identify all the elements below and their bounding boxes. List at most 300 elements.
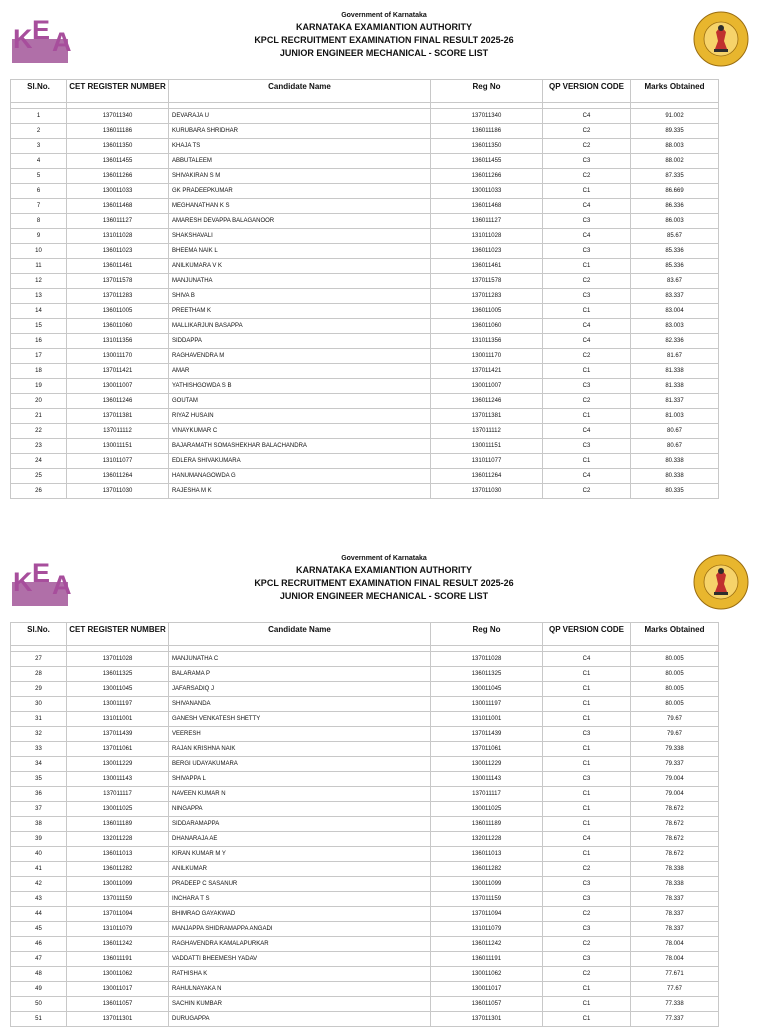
qp-version-cell: C3 — [543, 892, 631, 907]
reg-no-cell: 137011381 — [431, 409, 543, 424]
qp-version-cell: C3 — [543, 154, 631, 169]
candidate-name-cell: DURUGAPPA — [169, 1012, 431, 1027]
candidate-name-cell: AMAR — [169, 364, 431, 379]
column-header: Candidate Name — [169, 80, 431, 103]
table-row — [11, 667, 719, 682]
marks-cell: 85.67 — [631, 229, 719, 244]
cet-register-cell: 136011060 — [67, 319, 169, 334]
serial-cell: 45 — [11, 922, 67, 937]
qp-version-cell: C3 — [543, 952, 631, 967]
cet-register-cell: 136011242 — [67, 937, 169, 952]
marks-cell: 78.338 — [631, 877, 719, 892]
qp-version-cell: C2 — [543, 862, 631, 877]
candidate-name-cell: SHIVA B — [169, 289, 431, 304]
cet-register-cell: 137011112 — [67, 424, 169, 439]
cet-register-cell: 130011143 — [67, 772, 169, 787]
table-row — [11, 997, 719, 1012]
qp-version-cell: C2 — [543, 394, 631, 409]
serial-cell: 38 — [11, 817, 67, 832]
cet-register-cell: 136011127 — [67, 214, 169, 229]
serial-cell: 5 — [11, 169, 67, 184]
serial-cell: 50 — [11, 997, 67, 1012]
serial-cell: 4 — [11, 154, 67, 169]
table-row — [11, 937, 719, 952]
cet-register-cell: 137011061 — [67, 742, 169, 757]
serial-cell: 47 — [11, 952, 67, 967]
marks-cell: 78.672 — [631, 832, 719, 847]
score-table — [10, 622, 719, 1027]
cet-register-cell: 130011197 — [67, 697, 169, 712]
marks-cell: 83.003 — [631, 319, 719, 334]
reg-no-cell: 130011045 — [431, 682, 543, 697]
candidate-name-cell: SHIVANANDA — [169, 697, 431, 712]
marks-cell: 78.004 — [631, 937, 719, 952]
table-row — [11, 484, 719, 499]
marks-cell: 81.003 — [631, 409, 719, 424]
reg-no-cell: 136011186 — [431, 124, 543, 139]
table-row — [11, 697, 719, 712]
marks-cell: 83.004 — [631, 304, 719, 319]
candidate-name-cell: SHIVAKIRAN S M — [169, 169, 431, 184]
reg-no-cell: 137011340 — [431, 109, 543, 124]
column-header: Candidate Name — [169, 623, 431, 646]
qp-version-cell: C2 — [543, 937, 631, 952]
reg-no-cell: 137011030 — [431, 484, 543, 499]
candidate-name-cell: RAHULNAYAKA N — [169, 982, 431, 997]
serial-cell: 32 — [11, 727, 67, 742]
cet-register-cell: 137011421 — [67, 364, 169, 379]
cet-register-cell: 130011151 — [67, 439, 169, 454]
reg-no-cell: 136011242 — [431, 937, 543, 952]
cet-register-cell: 137011578 — [67, 274, 169, 289]
cet-register-cell: 136011013 — [67, 847, 169, 862]
serial-cell: 15 — [11, 319, 67, 334]
reg-no-cell: 137011439 — [431, 727, 543, 742]
candidate-name-cell: VINAYKUMAR C — [169, 424, 431, 439]
serial-cell: 21 — [11, 409, 67, 424]
column-header: QP VERSION CODE — [543, 80, 631, 103]
table-row — [11, 274, 719, 289]
cet-register-cell: 136011057 — [67, 997, 169, 1012]
cet-register-cell: 136011191 — [67, 952, 169, 967]
reg-no-cell: 130011099 — [431, 877, 543, 892]
authority-title: KARNATAKA EXAMIANTION AUTHORITY — [296, 565, 472, 575]
reg-no-cell: 136011282 — [431, 862, 543, 877]
reg-no-cell: 130011170 — [431, 349, 543, 364]
reg-no-cell: 136011127 — [431, 214, 543, 229]
cet-register-cell: 136011468 — [67, 199, 169, 214]
serial-cell: 41 — [11, 862, 67, 877]
serial-cell: 44 — [11, 907, 67, 922]
cet-register-cell: 137011283 — [67, 289, 169, 304]
serial-cell: 10 — [11, 244, 67, 259]
qp-version-cell: C3 — [543, 214, 631, 229]
table-row — [11, 394, 719, 409]
qp-version-cell: C2 — [543, 967, 631, 982]
cet-register-cell: 130011007 — [67, 379, 169, 394]
cet-register-cell: 137011439 — [67, 727, 169, 742]
cet-register-cell: 130011062 — [67, 967, 169, 982]
cet-register-cell: 136011461 — [67, 259, 169, 274]
qp-version-cell: C2 — [543, 124, 631, 139]
marks-cell: 78.004 — [631, 952, 719, 967]
reg-no-cell: 136011013 — [431, 847, 543, 862]
column-header: Sl.No. — [11, 623, 67, 646]
serial-cell: 27 — [11, 652, 67, 667]
reg-no-cell: 131011356 — [431, 334, 543, 349]
cet-register-cell: 130011033 — [67, 184, 169, 199]
column-header: CET REGISTER NUMBER — [67, 623, 169, 646]
exam-title: KPCL RECRUITMENT EXAMINATION FINAL RESULT 2025-26 — [254, 35, 514, 45]
marks-cell: 78.338 — [631, 862, 719, 877]
column-header: Marks Obtained — [631, 80, 719, 103]
table-row — [11, 862, 719, 877]
qp-version-cell: C4 — [543, 319, 631, 334]
serial-cell: 36 — [11, 787, 67, 802]
cet-register-cell: 136011246 — [67, 394, 169, 409]
candidate-name-cell: BERGI UDAYAKUMARA — [169, 757, 431, 772]
serial-cell: 30 — [11, 697, 67, 712]
qp-version-cell: C4 — [543, 424, 631, 439]
column-header: Sl.No. — [11, 80, 67, 103]
reg-no-cell: 137011028 — [431, 652, 543, 667]
marks-cell: 82.336 — [631, 334, 719, 349]
score-table — [10, 79, 719, 499]
serial-cell: 33 — [11, 742, 67, 757]
cet-register-cell: 136011350 — [67, 139, 169, 154]
qp-version-cell: C1 — [543, 742, 631, 757]
qp-version-cell: C1 — [543, 184, 631, 199]
reg-no-cell: 136011468 — [431, 199, 543, 214]
table-header-row — [11, 623, 719, 646]
table-row — [11, 967, 719, 982]
reg-no-cell: 136011264 — [431, 469, 543, 484]
reg-no-cell: 137011159 — [431, 892, 543, 907]
reg-no-cell: 137011112 — [431, 424, 543, 439]
qp-version-cell: C1 — [543, 682, 631, 697]
qp-version-cell: C3 — [543, 922, 631, 937]
serial-cell: 46 — [11, 937, 67, 952]
candidate-name-cell: RAGHAVENDRA M — [169, 349, 431, 364]
list-title: JUNIOR ENGINEER MECHANICAL - SCORE LIST — [279, 591, 489, 601]
cet-register-cell: 137011159 — [67, 892, 169, 907]
qp-version-cell: C2 — [543, 139, 631, 154]
table-row — [11, 454, 719, 469]
marks-cell: 88.002 — [631, 154, 719, 169]
marks-cell: 81.338 — [631, 379, 719, 394]
marks-cell: 80.335 — [631, 484, 719, 499]
cet-register-cell: 130011229 — [67, 757, 169, 772]
serial-cell: 6 — [11, 184, 67, 199]
serial-cell: 26 — [11, 484, 67, 499]
marks-cell: 77.338 — [631, 997, 719, 1012]
reg-no-cell: 137011421 — [431, 364, 543, 379]
cet-register-cell: 137011381 — [67, 409, 169, 424]
table-row — [11, 259, 719, 274]
reg-no-cell: 131011001 — [431, 712, 543, 727]
marks-cell: 79.67 — [631, 712, 719, 727]
cet-register-cell: 131011079 — [67, 922, 169, 937]
marks-cell: 91.002 — [631, 109, 719, 124]
reg-no-cell: 130011062 — [431, 967, 543, 982]
column-header: QP VERSION CODE — [543, 623, 631, 646]
table-row — [11, 832, 719, 847]
serial-cell: 3 — [11, 139, 67, 154]
candidate-name-cell: EDLERA SHIVAKUMARA — [169, 454, 431, 469]
candidate-name-cell: MANJUNATHA C — [169, 652, 431, 667]
candidate-name-cell: MEGHANATHAN K S — [169, 199, 431, 214]
marks-cell: 89.335 — [631, 124, 719, 139]
serial-cell: 16 — [11, 334, 67, 349]
reg-no-cell: 131011077 — [431, 454, 543, 469]
qp-version-cell: C2 — [543, 907, 631, 922]
serial-cell: 40 — [11, 847, 67, 862]
candidate-name-cell: KHAJA TS — [169, 139, 431, 154]
marks-cell: 79.004 — [631, 787, 719, 802]
marks-cell: 80.338 — [631, 454, 719, 469]
reg-no-cell: 130011151 — [431, 439, 543, 454]
table-row — [11, 727, 719, 742]
serial-cell: 7 — [11, 199, 67, 214]
cet-register-cell: 137011094 — [67, 907, 169, 922]
qp-version-cell: C1 — [543, 757, 631, 772]
qp-version-cell: C3 — [543, 379, 631, 394]
cet-register-cell: 136011282 — [67, 862, 169, 877]
serial-cell: 23 — [11, 439, 67, 454]
candidate-name-cell: JAFARSADIQ J — [169, 682, 431, 697]
candidate-name-cell: MANJAPPA SHIDRAMAPPA ANGADI — [169, 922, 431, 937]
qp-version-cell: C2 — [543, 169, 631, 184]
table-row — [11, 364, 719, 379]
candidate-name-cell: AMARESH DEVAPPA BALAGANOOR — [169, 214, 431, 229]
qp-version-cell: C1 — [543, 1012, 631, 1027]
candidate-name-cell: ABBUTALEEM — [169, 154, 431, 169]
cet-register-cell: 137011030 — [67, 484, 169, 499]
marks-cell: 80.005 — [631, 667, 719, 682]
reg-no-cell: 136011005 — [431, 304, 543, 319]
table-row — [11, 817, 719, 832]
table-row — [11, 847, 719, 862]
kea-logo: K E A — [12, 17, 72, 61]
candidate-name-cell: MANJUNATHA — [169, 274, 431, 289]
candidate-name-cell: PRADEEP C SASANUR — [169, 877, 431, 892]
table-row — [11, 379, 719, 394]
table-row — [11, 184, 719, 199]
marks-cell: 77.671 — [631, 967, 719, 982]
qp-version-cell: C1 — [543, 712, 631, 727]
marks-cell: 81.337 — [631, 394, 719, 409]
cet-register-cell: 136011264 — [67, 469, 169, 484]
table-row — [11, 199, 719, 214]
cet-register-cell: 136011005 — [67, 304, 169, 319]
qp-version-cell: C3 — [543, 772, 631, 787]
table-row — [11, 304, 719, 319]
serial-cell: 49 — [11, 982, 67, 997]
qp-version-cell: C1 — [543, 667, 631, 682]
qp-version-cell: C2 — [543, 484, 631, 499]
serial-cell: 43 — [11, 892, 67, 907]
table-row — [11, 772, 719, 787]
qp-version-cell: C3 — [543, 289, 631, 304]
table-row — [11, 109, 719, 124]
marks-cell: 79.004 — [631, 772, 719, 787]
column-header: CET REGISTER NUMBER — [67, 80, 169, 103]
table-row — [11, 229, 719, 244]
serial-cell: 28 — [11, 667, 67, 682]
qp-version-cell: C3 — [543, 439, 631, 454]
marks-cell: 88.003 — [631, 139, 719, 154]
cet-register-cell: 137011340 — [67, 109, 169, 124]
qp-version-cell: C1 — [543, 259, 631, 274]
marks-cell: 78.672 — [631, 817, 719, 832]
list-title: JUNIOR ENGINEER MECHANICAL - SCORE LIST — [279, 48, 489, 58]
reg-no-cell: 136011246 — [431, 394, 543, 409]
reg-no-cell: 136011189 — [431, 817, 543, 832]
reg-no-cell: 137011301 — [431, 1012, 543, 1027]
serial-cell: 11 — [11, 259, 67, 274]
qp-version-cell: C4 — [543, 652, 631, 667]
serial-cell: 25 — [11, 469, 67, 484]
table-row — [11, 907, 719, 922]
candidate-name-cell: KURUBARA SHRIDHAR — [169, 124, 431, 139]
marks-cell: 80.005 — [631, 697, 719, 712]
cet-register-cell: 131011028 — [67, 229, 169, 244]
qp-version-cell: C1 — [543, 364, 631, 379]
serial-cell: 1 — [11, 109, 67, 124]
cet-register-cell: 137011301 — [67, 1012, 169, 1027]
candidate-name-cell: MALLIKARJUN BASAPPA — [169, 319, 431, 334]
marks-cell: 78.337 — [631, 892, 719, 907]
cet-register-cell: 131011356 — [67, 334, 169, 349]
qp-version-cell: C1 — [543, 847, 631, 862]
candidate-name-cell: ANILKUMARA V K — [169, 259, 431, 274]
marks-cell: 81.338 — [631, 364, 719, 379]
serial-cell: 42 — [11, 877, 67, 892]
qp-version-cell: C1 — [543, 409, 631, 424]
marks-cell: 78.337 — [631, 907, 719, 922]
candidate-name-cell: SHIVAPPA L — [169, 772, 431, 787]
serial-cell: 35 — [11, 772, 67, 787]
table-row — [11, 742, 719, 757]
government-label: Government of Karnataka — [341, 555, 427, 562]
document-header — [0, 554, 768, 603]
table-row — [11, 802, 719, 817]
serial-cell: 37 — [11, 802, 67, 817]
marks-cell: 86.003 — [631, 214, 719, 229]
cet-register-cell: 130011017 — [67, 982, 169, 997]
reg-no-cell: 136011325 — [431, 667, 543, 682]
serial-cell: 31 — [11, 712, 67, 727]
serial-cell: 48 — [11, 967, 67, 982]
serial-cell: 39 — [11, 832, 67, 847]
table-row — [11, 469, 719, 484]
marks-cell: 80.338 — [631, 469, 719, 484]
reg-no-cell: 136011191 — [431, 952, 543, 967]
table-row — [11, 652, 719, 667]
table-row — [11, 712, 719, 727]
marks-cell: 79.67 — [631, 727, 719, 742]
serial-cell: 51 — [11, 1012, 67, 1027]
serial-cell: 24 — [11, 454, 67, 469]
reg-no-cell: 136011057 — [431, 997, 543, 1012]
serial-cell: 29 — [11, 682, 67, 697]
reg-no-cell: 130011143 — [431, 772, 543, 787]
reg-no-cell: 130011007 — [431, 379, 543, 394]
marks-cell: 80.67 — [631, 424, 719, 439]
serial-cell: 14 — [11, 304, 67, 319]
qp-version-cell: C3 — [543, 244, 631, 259]
reg-no-cell: 130011017 — [431, 982, 543, 997]
serial-cell: 18 — [11, 364, 67, 379]
candidate-name-cell: SIDDAPPA — [169, 334, 431, 349]
serial-cell: 22 — [11, 424, 67, 439]
table-header-row — [11, 80, 719, 103]
table-row — [11, 169, 719, 184]
reg-no-cell: 130011197 — [431, 697, 543, 712]
column-header: Reg No — [431, 623, 543, 646]
candidate-name-cell: NAVEEN KUMAR N — [169, 787, 431, 802]
candidate-name-cell: GK PRADEEPKUMAR — [169, 184, 431, 199]
candidate-name-cell: PREETHAM K — [169, 304, 431, 319]
reg-no-cell: 137011094 — [431, 907, 543, 922]
cet-register-cell: 137011028 — [67, 652, 169, 667]
table-row — [11, 877, 719, 892]
serial-cell: 20 — [11, 394, 67, 409]
table-row — [11, 1012, 719, 1027]
reg-no-cell: 136011266 — [431, 169, 543, 184]
qp-version-cell: C3 — [543, 727, 631, 742]
cet-register-cell: 136011189 — [67, 817, 169, 832]
reg-no-cell: 137011117 — [431, 787, 543, 802]
column-header: Reg No — [431, 80, 543, 103]
candidate-name-cell: INCHARA T S — [169, 892, 431, 907]
qp-version-cell: C4 — [543, 199, 631, 214]
marks-cell: 80.67 — [631, 439, 719, 454]
table-row — [11, 244, 719, 259]
reg-no-cell: 131011079 — [431, 922, 543, 937]
reg-no-cell: 136011461 — [431, 259, 543, 274]
marks-cell: 85.336 — [631, 244, 719, 259]
cet-register-cell: 136011325 — [67, 667, 169, 682]
qp-version-cell: C4 — [543, 109, 631, 124]
reg-no-cell: 136011023 — [431, 244, 543, 259]
qp-version-cell: C1 — [543, 817, 631, 832]
kea-logo: K E A — [12, 560, 72, 604]
serial-cell: 13 — [11, 289, 67, 304]
reg-no-cell: 137011578 — [431, 274, 543, 289]
qp-version-cell: C1 — [543, 997, 631, 1012]
table-row — [11, 289, 719, 304]
cet-register-cell: 130011045 — [67, 682, 169, 697]
table-row — [11, 922, 719, 937]
table-row — [11, 757, 719, 772]
cet-register-cell: 130011099 — [67, 877, 169, 892]
qp-version-cell: C1 — [543, 304, 631, 319]
candidate-name-cell: BHIMRAO GAYAKWAD — [169, 907, 431, 922]
serial-cell: 34 — [11, 757, 67, 772]
marks-cell: 78.672 — [631, 847, 719, 862]
candidate-name-cell: RATHISHA K — [169, 967, 431, 982]
table-row — [11, 892, 719, 907]
reg-no-cell: 130011033 — [431, 184, 543, 199]
exam-title: KPCL RECRUITMENT EXAMINATION FINAL RESULT 2025-26 — [254, 578, 514, 588]
table-row — [11, 424, 719, 439]
table-row — [11, 139, 719, 154]
candidate-name-cell: NINGAPPA — [169, 802, 431, 817]
reg-no-cell: 130011025 — [431, 802, 543, 817]
candidate-name-cell: DHANARAJA AE — [169, 832, 431, 847]
cet-register-cell: 136011186 — [67, 124, 169, 139]
